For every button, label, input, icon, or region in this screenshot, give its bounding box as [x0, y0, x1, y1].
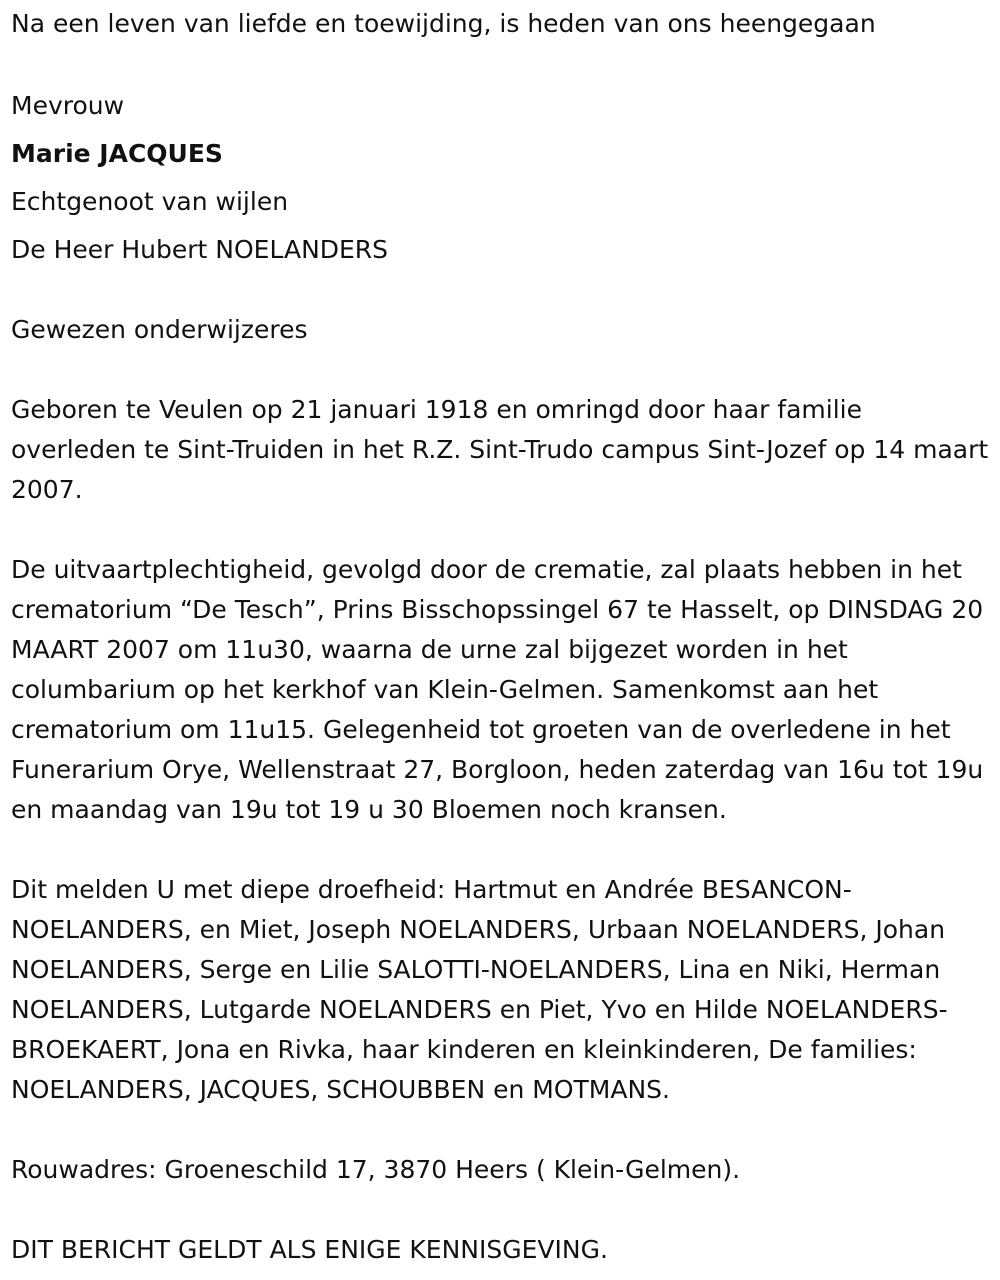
mourning-address: Rouwadres: Groeneschild 17, 3870 Heers ( Klein-Gelmen).: [11, 1155, 741, 1184]
spouse-prefix: Echtgenoot van wijlen: [11, 187, 289, 216]
intro-text: Na een leven van liefde en toewijding, is heden van ons heengegaan: [11, 9, 876, 38]
honorific: Mevrouw: [11, 91, 125, 120]
closing-statement: DIT BERICHT GELDT ALS ENIGE KENNISGEVING.: [11, 1235, 608, 1264]
funeral-paragraph: De uitvaartplechtigheid, gevolgd door de crematie, zal plaats hebben in het crematorium “De Tesch”, Prins Bisschopssingel 67 te Hasselt, op DINSDAG 20 MAART 2007 om 11u30, waarna de urne zal bijgezet worden in het columbarium op het kerkhof van Klein-Gelmen. Samenkomst aan het crematorium om 11u15. Gelegenheid tot groeten van de overledene in het Funerarium Orye, Wellenstraat 27, Borgloon, heden zaterdag van 16u tot 19u en maandag van 19u tot 19 u 30 Bloemen noch kransen.: [11, 555, 984, 824]
spouse-name: De Heer Hubert NOELANDERS: [11, 235, 389, 264]
family-paragraph: Dit melden U met diepe droefheid: Hartmut en Andrée BESANCON-NOELANDERS, en Miet, Joseph NOELANDERS, Urbaan NOELANDERS, Johan NOELANDERS, Serge en Lilie SALOTTI-NOELANDERS, Lina en Niki, Herman NOELANDERS, Lutgarde NOELANDERS en Piet, Yvo en Hilde NOELANDERS-BROEKAERT, Jona en Rivka, haar kinderen en kleinkinderen, De families: NOELANDERS, JACQUES, SCHOUBBEN en MOTMANS.: [11, 875, 948, 1104]
birth-death-paragraph: Geboren te Veulen op 21 januari 1918 en omringd door haar familie overleden te Sint-Truiden in het R.Z. Sint-Trudo campus Sint-Jozef op 14 maart 2007.: [11, 395, 989, 504]
deceased-name: Marie JACQUES: [11, 139, 223, 168]
occupation: Gewezen onderwijzeres: [11, 315, 308, 344]
